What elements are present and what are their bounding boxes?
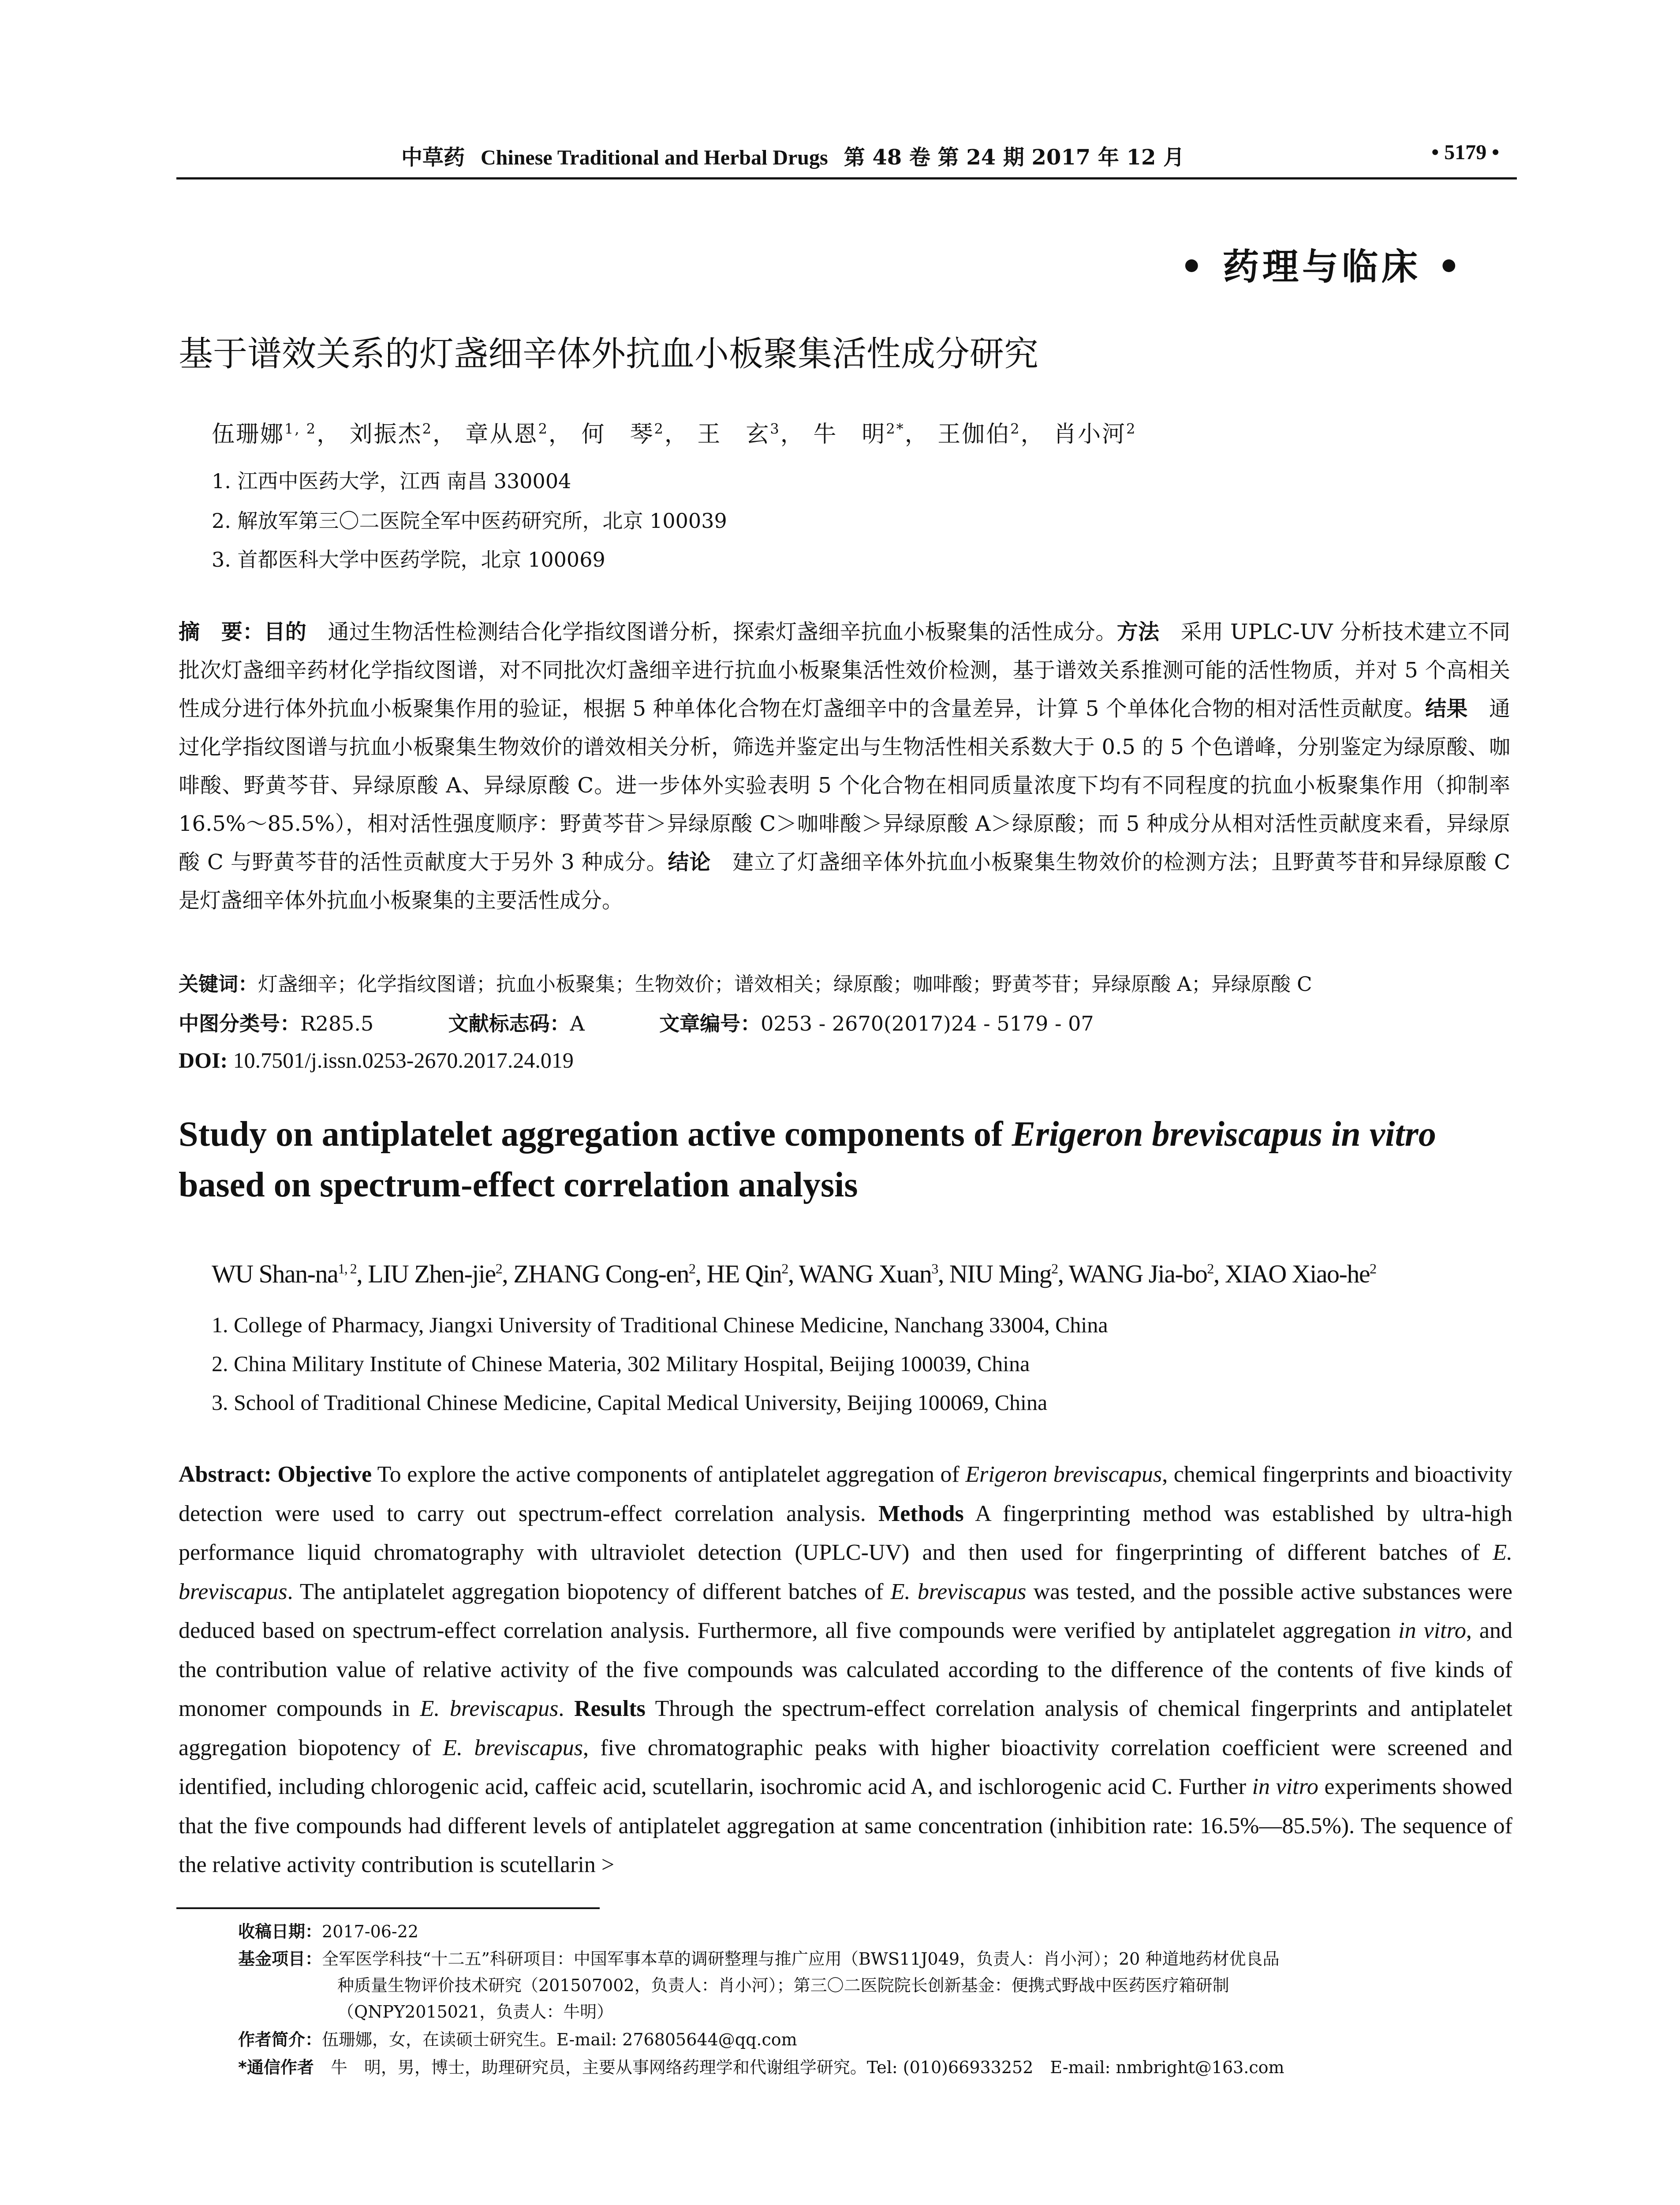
methods-label-en: Methods <box>878 1501 964 1526</box>
footnote-fund-cont: （QNPY2015021，负责人：牛明） <box>337 2002 614 2022</box>
affiliation-en: 3. School of Traditional Chinese Medicine, Capital Medical University, Beijing 100069, China <box>212 1390 1048 1415</box>
author-en: WANG Xuan$^3$, <box>799 1259 949 1288</box>
doi-link[interactable]: 10.7501/j.issn.0253-2670.2017.24.019 <box>233 1048 574 1073</box>
affiliation-en: 2. China Military Institute of Chinese Materia, 302 Military Hospital, Beijing 100039, China <box>212 1351 1030 1376</box>
author-en: HE Qin$^2$, <box>706 1259 799 1288</box>
classification-line: 中图分类号：R285.5 文献标志码：A 文章编号：0253 - 2670(2017)24 - 5179 - 07 <box>179 1012 1094 1035</box>
author-cn: 肖小河$^2$ <box>1053 420 1137 448</box>
author-cn: 牛 明$^{2*}$， <box>813 420 929 448</box>
abstract-label-cn: 摘 要： <box>179 620 264 644</box>
issue-info: 第 48 卷 第 24 期 2017 年 12 月 <box>844 145 1185 170</box>
author-en: XIAO Xiao-$he^2$ <box>1225 1259 1376 1288</box>
footnote-fund-cont: 种质量生物评价技术研究（201507002，负责人：肖小河）；第三〇二医院院长创新基金：便携式野战中医药医疗箱研制 <box>337 1976 1229 1995</box>
affiliation-cn: 2. 解放军第三〇二医院全军中医药研究所，北京 100039 <box>212 509 727 533</box>
authors-cn <box>212 415 1137 448</box>
author-cn: 何 琴$^2$， <box>581 420 689 448</box>
author-cn: 刘振杰$^2$， <box>349 420 457 448</box>
author-en: ZHANG Cong-$en^2$, <box>513 1259 707 1288</box>
journal-info <box>401 140 1184 171</box>
footnote-received: 收稿日期：2017-06-22 <box>238 1922 419 1941</box>
objective-label-cn: 目的 <box>264 620 307 644</box>
title-cn: 基于谱效关系的灯盏细辛体外抗血小板聚集活性成分研究 <box>179 334 1039 374</box>
author-en: WANG Jia-$bo^2$, <box>1068 1259 1225 1288</box>
keywords <box>179 968 1312 997</box>
page-number: • 5179 • <box>1431 141 1499 164</box>
author-cn: 章从恩$^2$， <box>465 420 573 448</box>
doc-code: A <box>570 1012 585 1035</box>
author-cn: 王 玄$^3$， <box>697 420 805 448</box>
running-header <box>176 140 1517 171</box>
author-cn: 王伽伯$^2$， <box>937 420 1045 448</box>
methods-label-cn: 方法 <box>1116 620 1160 644</box>
conclusion-label-cn: 结论 <box>668 850 711 875</box>
clc-number: R285.5 <box>300 1012 374 1035</box>
journal-name-en: Chinese Traditional and Herbal Drugs <box>481 146 828 169</box>
footnote-rule <box>176 1907 600 1909</box>
affiliation-en: 1. College of Pharmacy, Jiangxi University of Traditional Chinese Medicine, Nanchang 33004, China <box>212 1312 1108 1337</box>
affiliation-cn: 1. 江西中医药大学，江西 南昌 330004 <box>212 469 571 493</box>
journal-name-cn: 中草药 <box>401 145 465 170</box>
author-cn: 伍珊娜$^{1, 2}$， <box>212 420 341 448</box>
article-number: 0253 - 2670(2017)24 - 5179 - 07 <box>761 1012 1094 1035</box>
author-en: LIU Zhen-jie$^2$, <box>368 1259 514 1288</box>
footnote-fund: 基金项目：全军医学科技“十二五”科研项目：中国军事本草的调研整理与推广应用（BWS11J049，负责人：肖小河）；20 种道地药材优良品 <box>238 1949 1280 1969</box>
title-en: Study on antiplatelet aggregation active components of Erigeron breviscapus in vitro based on spectrum-effect correlation analysis <box>179 1115 1436 1204</box>
results-label-cn: 结果 <box>1425 696 1468 721</box>
affiliation-cn: 3. 首都医科大学中医药学院，北京 100069 <box>212 548 605 572</box>
header-rule <box>176 177 1517 179</box>
authors-en <box>212 1259 1376 1289</box>
footnote-author: 作者简介：伍珊娜，女，在读硕士研究生。E-mail: 276805644@qq.com <box>238 2030 797 2049</box>
keywords-label: 关键词： <box>179 972 258 996</box>
abstract-label-en: Abstract: Objective <box>179 1462 372 1487</box>
abstract-en: Abstract: Objective To explore the active components of antiplatelet aggregation of Erigeron breviscapus, chemical fingerprints and bioactivity detection were used to carry out spectrum-effect correlation analysis. Methods A fingerprinting method was established by ultra-high performance liquid chromatography with ultraviolet detection (UPLC-UV) and then used for fingerprinting of different batches of E. breviscapus. The antiplatelet aggregation biopotency of different batches of E. breviscapus was tested, and the possible active substances were deduced based on spectrum-effect correlation analysis. Furthermore, all five compounds were verified by antiplatelet aggregation in vitro, and the contribution value of relative activity of the five compounds was calculated according to the difference of the contents of five kinds of monomer compounds in E. breviscapus. Results Through the spectrum-effect correlation analysis of chemical fingerprints and antiplatelet aggregation biopotency of E. breviscapus, five chromatographic peaks with higher bioactivity correlation coefficient were screened and identified, including chlorogenic acid, caffeic acid, scutellarin, isochromic acid A, and ischlorogenic acid C. Further in vitro experiments showed that the five compounds had different levels of antiplatelet aggregation at same concentration (inhibition rate: 16.5%—85.5%). The sequence of the relative activity contribution is scutellarin > <box>179 1462 1513 1877</box>
abstract-cn: 摘 要：目的 通过生物活性检测结合化学指纹图谱分析，探索灯盏细辛抗血小板聚集的活性成分。方法 采用 UPLC-UV 分析技术建立不同批次灯盏细辛药材化学指纹图谱，对不同批次灯盏细辛进行抗血小板聚集活性效价检测，基于谱效关系推测可能的活性物质，并对 5 个高相关性成分进行体外抗血小板聚集作用的验证，根据 5 种单体化合物在灯盏细辛中的含量差异，计算 5 个单体化合物的相对活性贡献度。结果 通过化学指纹图谱与抗血小板聚集生物效价的谱效相关分析，筛选并鉴定出与生物活性相关系数大于 0.5 的 5 个色谱峰，分别鉴定为绿原酸、咖啡酸、野黄芩苷、异绿原酸 A、异绿原酸 C。进一步体外实验表明 5 个化合物在相同质量浓度下均有不同程度的抗血小板聚集作用（抑制率 16.5%～85.5%），相对活性强度顺序：野黄芩苷＞异绿原酸 C＞咖啡酸＞异绿原酸 A＞绿原酸；而 5 种成分从相对活性贡献度来看，异绿原酸 C 与野黄芩苷的活性贡献度大于另外 3 种成分。结论 建立了灯盏细辛体外抗血小板聚集生物效价的检测方法；且野黄芩苷和异绿原酸 C 是灯盏细辛体外抗血小板聚集的主要活性成分。 <box>179 620 1510 913</box>
author-en: WU Shan-na$^{1, 2}$, <box>212 1259 368 1288</box>
keywords-text: 灯盏细辛；化学指纹图谱；抗血小板聚集；生物效价；谱效相关；绿原酸；咖啡酸；野黄芩苷；异绿原酸 A；异绿原酸 C <box>258 972 1312 996</box>
footnote-corresponding: *通信作者 牛 明，男，博士，助理研究员，主要从事网络药理学和代谢组学研究。Tel: (010)66933252 E-mail: nmbright@163.com <box>238 2058 1284 2077</box>
results-label-en: Results <box>574 1696 646 1721</box>
section-tag: • 药理与临床 • <box>1180 246 1464 288</box>
doi-line: DOI: 10.7501/j.issn.0253-2670.2017.24.019 <box>179 1048 574 1073</box>
author-en: NIU Ming$^2$, <box>949 1259 1069 1288</box>
